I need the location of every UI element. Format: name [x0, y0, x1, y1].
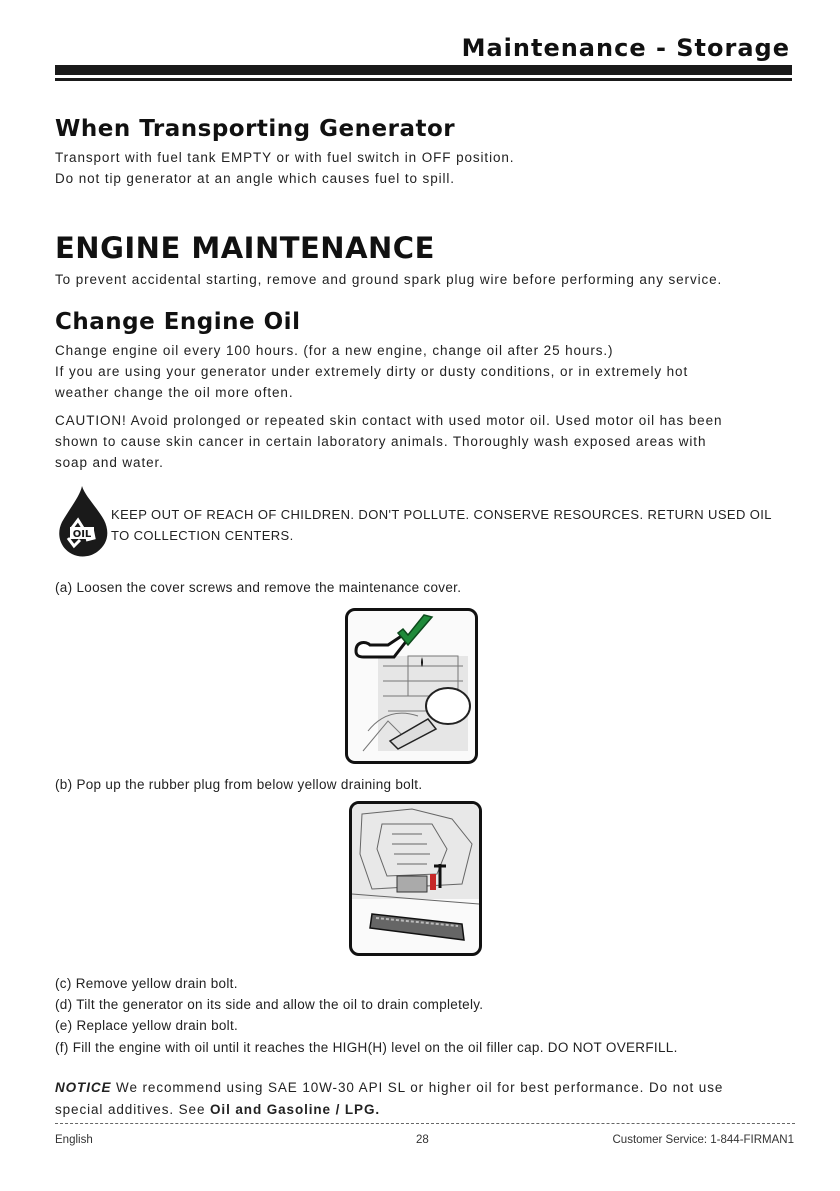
change-oil-p2a: If you are using your generator under extremely dirty or dusty conditions, or in extremely hot [55, 364, 689, 379]
change-oil-p2b: weather change the oil more often. [55, 385, 294, 400]
caution-line-1: CAUTION! Avoid prolonged or repeated skin contact with used motor oil. Used motor oil has been [55, 413, 723, 428]
step-d: (d) Tilt the generator on its side and allow the oil to drain completely. [55, 997, 484, 1012]
footer-customer-service: Customer Service: 1-844-FIRMAN1 [612, 1134, 794, 1146]
notice-line-2 [55, 1099, 380, 1120]
footer-page-number: 28 [416, 1134, 429, 1146]
recycle-line-2: TO COLLECTION CENTERS. [111, 528, 294, 543]
notice-text-2: special additives. See [55, 1102, 211, 1117]
caution-line-2: shown to cause skin cancer in certain laboratory animals. Thoroughly wash exposed areas with [55, 434, 707, 449]
drain-bolt-illustration [349, 801, 482, 956]
notice-label: NOTICE [55, 1080, 112, 1095]
change-oil-p1: Change engine oil every 100 hours. (for a new engine, change oil after 25 hours.) [55, 343, 614, 358]
step-a: (a) Loosen the cover screws and remove the maintenance cover. [55, 580, 462, 595]
recycle-line-1: KEEP OUT OF REACH OF CHILDREN. DON'T POLLUTE. CONSERVE RESOURCES. RETURN USED OIL [111, 507, 772, 522]
notice-text-1: We recommend using SAE 10W-30 API SL or higher oil for best performance. Do not use [111, 1080, 724, 1095]
notice-link-oil-gasoline: Oil and Gasoline / LPG. [210, 1102, 381, 1117]
change-oil-heading: Change Engine Oil [55, 309, 301, 335]
transport-line-1: Transport with fuel tank EMPTY or with fuel switch in OFF position. [55, 150, 515, 165]
header-rule-thick [55, 65, 792, 75]
footer-divider [55, 1123, 795, 1124]
caution-line-3: soap and water. [55, 455, 164, 470]
step-e: (e) Replace yellow drain bolt. [55, 1018, 239, 1033]
step-b: (b) Pop up the rubber plug from below yellow draining bolt. [55, 777, 423, 792]
header-rule-thin [55, 78, 792, 81]
transport-heading: When Transporting Generator [55, 116, 456, 142]
notice-line-1 [55, 1077, 723, 1098]
engine-maintenance-heading: ENGINE MAINTENANCE [55, 231, 435, 265]
engine-maintenance-line: To prevent accidental starting, remove and ground spark plug wire before performing any service. [55, 272, 723, 287]
header-title: Maintenance - Storage [461, 34, 790, 62]
recycle-icon-label: OIL [72, 529, 92, 540]
maintenance-cover-illustration [345, 608, 478, 764]
recycle-oil-icon [50, 484, 114, 558]
footer-language: English [55, 1134, 93, 1146]
transport-line-2: Do not tip generator at an angle which causes fuel to spill. [55, 171, 455, 186]
step-f: (f) Fill the engine with oil until it reaches the HIGH(H) level on the oil filler cap. DO NOT OVERFILL. [55, 1040, 678, 1055]
step-c: (c) Remove yellow drain bolt. [55, 976, 238, 991]
